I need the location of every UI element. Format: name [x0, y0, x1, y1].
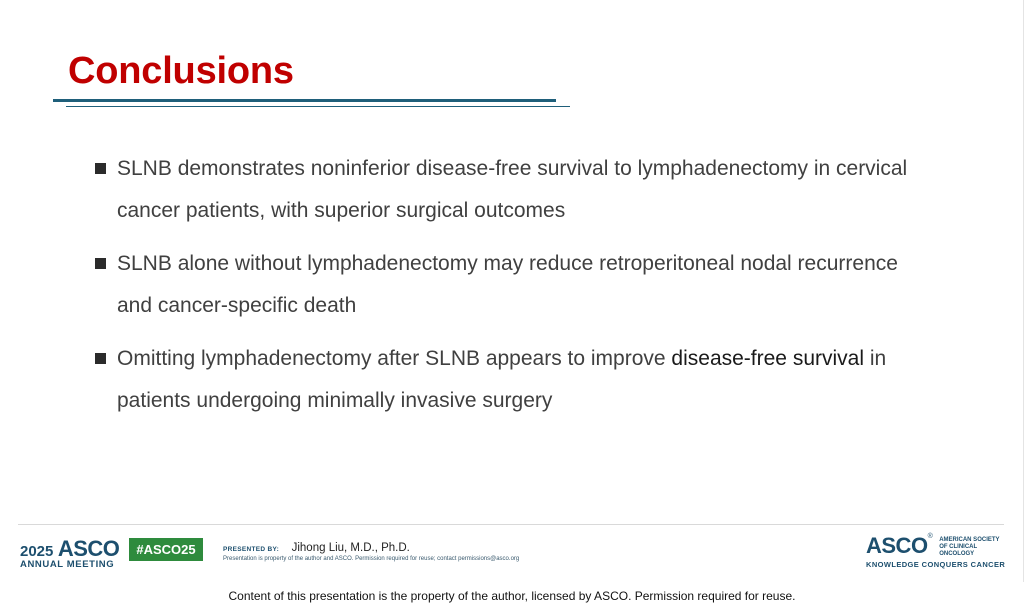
bullet-line: SLNB alone without lymphadenectomy may reduce retroperitoneal nodal recurrence [117, 252, 898, 275]
meeting-brand: ASCO [57, 536, 120, 561]
bullet-line: cancer patients, with superior surgical outcomes [117, 199, 566, 222]
title-underline-thick [53, 99, 556, 102]
bullet-text [117, 148, 907, 232]
list-item [95, 338, 955, 422]
conclusion-list [95, 148, 955, 433]
bullet-line-end: in [864, 347, 887, 370]
slide-title: Conclusions [68, 50, 294, 92]
presenter-name: Jihong Liu, M.D., Ph.D. [291, 542, 410, 554]
title-underline-thin [66, 106, 570, 107]
bullet-line: SLNB demonstrates noninferior disease-free survival to lymphadenectomy in cervical [117, 157, 908, 180]
annual-meeting-logo [20, 536, 119, 570]
bullet-line-start: Omitting lymphadenectomy after SLNB appears to improve [117, 347, 672, 370]
bullet-line: patients undergoing minimally invasive surgery [117, 389, 553, 412]
square-bullet-icon [95, 163, 106, 174]
asco-logo-brand: ASCO [866, 533, 928, 558]
registered-mark: ® [927, 533, 933, 540]
list-item [95, 148, 955, 232]
asco-tagline: KNOWLEDGE CONQUERS CANCER [866, 560, 1006, 569]
footer-divider [18, 524, 1004, 525]
copyright-notice: Content of this presentation is the property of the author, licensed by ASCO. Permission required for reuse. [228, 589, 796, 603]
list-item [95, 243, 955, 327]
square-bullet-icon [95, 353, 106, 364]
bullet-line: and cancer-specific death [117, 294, 357, 317]
presented-by [223, 538, 410, 556]
square-bullet-icon [95, 258, 106, 269]
bullet-text [117, 243, 898, 327]
presented-by-label: PRESENTED BY: [223, 546, 280, 553]
hashtag-badge: #ASCO25 [129, 538, 203, 561]
asco-logo [866, 533, 1009, 569]
permission-note: Presentation is property of the author and ASCO. Permission required for reuse; contact permissions@asco.org [223, 556, 520, 562]
asco-society-name: AMERICAN SOCIETY OF CLINICAL ONCOLOGY [939, 537, 1000, 557]
meeting-subtitle: ANNUAL MEETING [20, 559, 115, 570]
meeting-year: 2025 [20, 543, 54, 560]
bullet-emphasis: disease-free survival [671, 347, 865, 370]
bullet-text [117, 338, 886, 422]
